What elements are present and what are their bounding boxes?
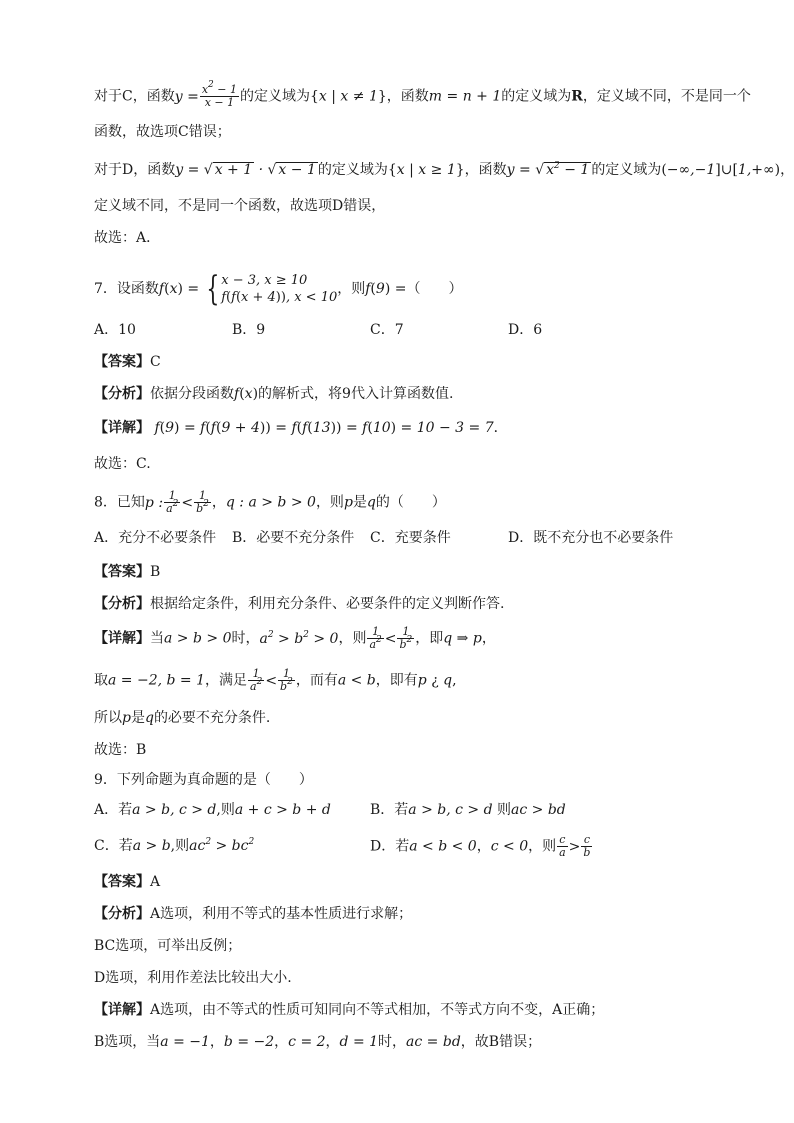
option-a: A．充分不必要条件 xyxy=(94,530,217,546)
text: ，满足 xyxy=(205,672,248,689)
detail-tag: 【详解】 xyxy=(94,630,150,647)
text: 所以 xyxy=(94,710,122,726)
math-expression: f(x) = { x − 3, x ≥ 10 f(f(x + 4)), x < 10 xyxy=(158,269,338,309)
text: 依据分段函数 xyxy=(150,386,234,402)
text: 定义域不同，不是同一个函数，故选项D错误， xyxy=(94,198,386,214)
text: ， xyxy=(211,494,226,511)
text: 对于C，函数 xyxy=(94,88,175,105)
text: 故选：C. xyxy=(94,456,151,472)
text-line xyxy=(94,194,714,218)
text: ，而有 xyxy=(295,672,338,689)
math-expression: {x | x ≥ 1} xyxy=(387,162,465,178)
text: ，则 xyxy=(315,494,344,511)
text: ，则 xyxy=(337,281,366,297)
option-d: D．6 xyxy=(508,322,543,338)
text: 函数，故选项C错误； xyxy=(94,124,231,140)
text-line xyxy=(94,452,714,476)
text: 的定义域为 xyxy=(501,88,572,105)
text-line xyxy=(94,738,714,762)
text: 9．下列命题为真命题的是（ ） xyxy=(94,772,313,788)
text: B选项，当 xyxy=(94,1034,161,1050)
text: 是 xyxy=(352,494,367,511)
text: 的（ ） xyxy=(375,494,446,511)
answer-value: C xyxy=(150,354,161,370)
text-line xyxy=(94,226,714,250)
text: 的解析式，将9代入计算函数值. xyxy=(258,386,454,402)
answer-value: B xyxy=(150,564,161,580)
math-expression: (−∞,−1]∪[1,+∞) xyxy=(661,162,781,178)
option-a: A．若a > b, c > d,则a + c > b + d xyxy=(94,802,331,818)
text: ，即有 xyxy=(375,672,418,689)
text: 对于D，函数 xyxy=(94,162,176,178)
detail-7: 【详解】 f(9) = f(f(9 + 4)) = f(f(13)) = f(10) = 10 − 3 = 7． xyxy=(94,420,508,436)
math-expression: f(9) = xyxy=(365,281,407,297)
answer-value: A xyxy=(150,874,161,890)
option-b: B．若a > b, c > d 则ac > bd xyxy=(370,802,566,818)
answer-8 xyxy=(94,560,714,584)
text: 的定义域为 xyxy=(239,88,310,105)
option-a: A．10 xyxy=(94,322,136,338)
math-expression: q : a > b > 0 xyxy=(225,494,316,511)
analysis-tag: 【分析】 xyxy=(94,596,150,612)
math-expression: y = √ x + 1 · √ x − 1 xyxy=(175,162,316,178)
text: （ ） xyxy=(406,281,463,297)
option-d: D．既不充分也不必要条件 xyxy=(508,530,674,546)
detail-9 xyxy=(94,998,714,1022)
text: 取 xyxy=(94,672,108,689)
answer-9 xyxy=(94,870,714,894)
text: 时， xyxy=(378,1034,407,1050)
question-7 xyxy=(94,269,714,309)
text: 是 xyxy=(130,710,145,726)
answer-7 xyxy=(94,350,714,374)
text: 的定义域为 xyxy=(591,162,662,178)
text: ，故B错误； xyxy=(460,1034,542,1050)
text: ，定义域不同，不是同一个 xyxy=(582,88,751,105)
math-expression: {x | x ≠ 1} xyxy=(309,88,387,105)
option-b: B．必要不充分条件 xyxy=(232,530,355,546)
answer-tag: 【答案】 xyxy=(94,874,150,890)
text: 当 xyxy=(150,630,164,647)
text: ， xyxy=(481,630,496,647)
analysis-tag: 【分析】 xyxy=(94,906,150,922)
analysis-tag: 【分析】 xyxy=(94,386,150,402)
text-line: 所以p是q的必要不充分条件. xyxy=(94,710,271,726)
text: BC选项，可举出反例； xyxy=(94,938,242,954)
text: D选项，利用作差法比较出大小. xyxy=(94,970,292,986)
analysis-9 xyxy=(94,902,714,926)
math-expression: f(x) xyxy=(234,386,259,402)
text: 时， xyxy=(231,630,260,647)
answer-tag: 【答案】 xyxy=(94,354,150,370)
text: 根据给定条件，利用充分条件、必要条件的定义判断作答. xyxy=(150,596,505,612)
math-expression: p : $\frac{1}{a^2}$ < $\frac{1}{b^2}$ xyxy=(144,489,209,515)
math-expression: y = √ $x^2 - 1$ xyxy=(506,161,590,178)
question-9 xyxy=(94,768,714,792)
detail-tag: 【详解】 xyxy=(94,1002,150,1018)
math-expression: f(9) = f(f(9 + 4)) = f(f(13)) = f(10) = 10 − 3 = 7 xyxy=(154,420,494,436)
text-line xyxy=(94,80,751,109)
question-8: 8．已知p : $\frac{1}{a^2}$ < $\frac{1}{b^2}$ ，q : a > b > 0，则p是q的（ ） xyxy=(94,489,446,515)
text: A选项，利用不等式的基本性质进行求解； xyxy=(150,906,413,922)
option-c: C．7 xyxy=(370,322,404,338)
math-expression: y = $\frac{x^2 - 1}{x - 1}$ xyxy=(174,80,237,109)
text: 8．已知 xyxy=(94,494,145,511)
text-line: B选项，当a = −1，b = −2，c = 2，d = 1时，ac = bd，故B错误； xyxy=(94,1034,542,1050)
option-c: C．若a > b,则$ac^2 > bc^2$ xyxy=(94,837,255,854)
text: 的必要不充分条件. xyxy=(153,710,271,726)
text: 的定义域为 xyxy=(317,162,388,178)
option-d: D．若a < b < 0，c < 0，则 $\frac{c}{a}$ > $\frac{c}{b}$ xyxy=(370,833,591,859)
analysis-8 xyxy=(94,592,714,616)
text-line xyxy=(94,120,714,144)
math-expression: m = n + 1 xyxy=(428,88,502,105)
text: A选项，由不等式的性质可知同向不等式相加，不等式方向不变，A正确； xyxy=(150,1002,605,1018)
text-line: 取a = −2, b = 1，满足 $\frac{1}{a^2}$ < $\frac{1}{b^2}$ ，而有a < b，即有p ¿ q, xyxy=(94,667,457,693)
analysis-7 xyxy=(94,382,714,406)
text: ，函数 xyxy=(386,88,429,105)
detail-tag: 【详解】 xyxy=(94,420,150,436)
text-line xyxy=(94,966,714,990)
text: ，即 xyxy=(415,630,444,647)
math-expression: R xyxy=(571,88,583,105)
text-line: 对于D，函数y = √ x + 1 · √ x − 1 的定义域为{x | x ≥ 1}，函数y = √ $x^2 - 1$ 的定义域为(−∞,−1]∪[1,+∞)， xyxy=(94,161,794,178)
text: ，函数 xyxy=(464,162,507,178)
answer-tag: 【答案】 xyxy=(94,564,150,580)
text: 故选：B xyxy=(94,742,147,758)
detail-8: 【详解】当a > b > 0时，$a^2 > b^2 > 0$，则 $\frac{1}{a^2}$ < $\frac{1}{b^2}$ ，即q ⇒ p， xyxy=(94,625,496,651)
option-b: B．9 xyxy=(232,322,266,338)
text-line xyxy=(94,934,714,958)
text: 故选：A． xyxy=(94,230,161,246)
text: 7．设函数 xyxy=(94,281,159,297)
text: ，则 xyxy=(338,630,367,647)
option-c: C．充要条件 xyxy=(370,530,451,546)
